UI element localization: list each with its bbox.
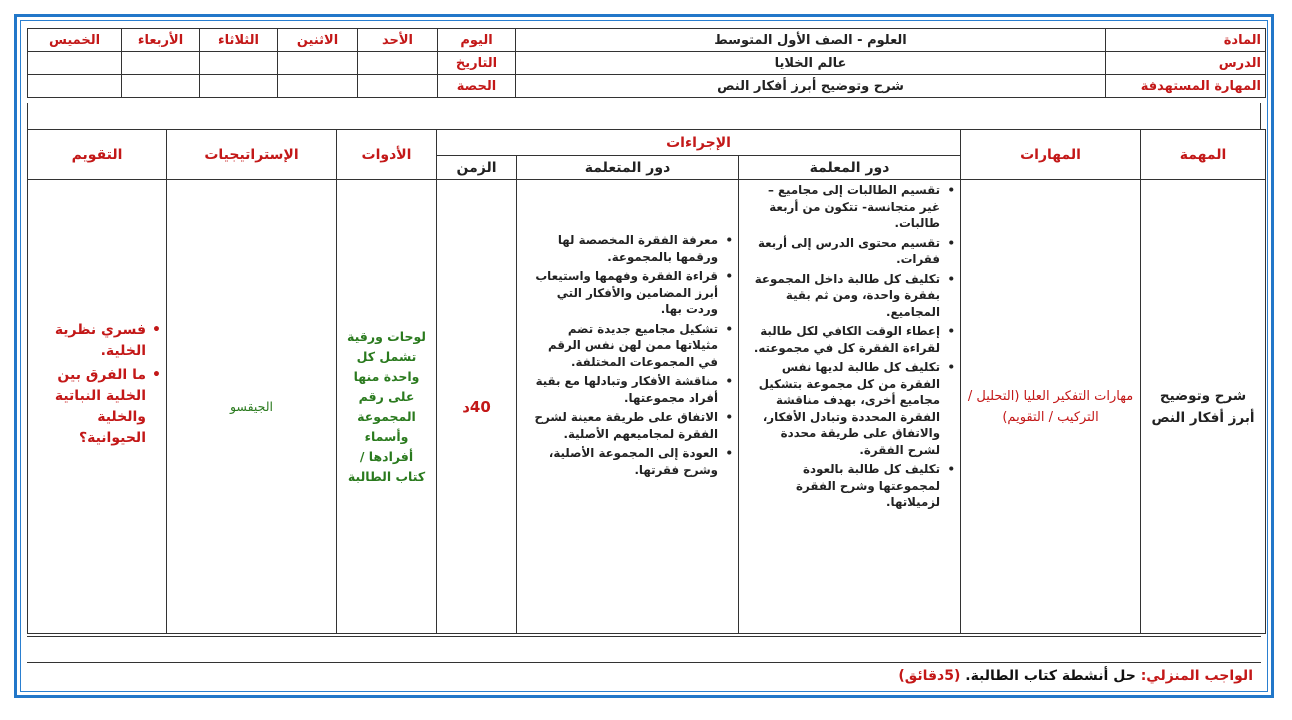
lesson-value: عالم الخلايا	[516, 52, 1106, 75]
period-cell	[278, 75, 358, 98]
list-item: • تقسيم محتوى الدرس إلى أربعة فقرات.	[745, 235, 940, 268]
student-role-list	[525, 232, 734, 478]
student-role-cell	[517, 180, 739, 634]
strategies-cell: الجيقسو	[167, 180, 337, 634]
col-task: المهمة	[1141, 130, 1266, 180]
skill-value: شرح وتوضيح أبرز أفكار النص	[516, 75, 1106, 98]
day-sunday: الأحد	[358, 29, 438, 52]
teacher-role-list	[745, 182, 956, 511]
procedures-table	[27, 129, 1266, 634]
lesson-plan-inner-border	[20, 20, 1268, 692]
list-item: • تكليف كل طالبة بالعودة لمجموعتها وشرح الفقرة لزميلاتها.	[745, 461, 940, 511]
time-cell: 40د	[437, 180, 517, 634]
list-item: • تكليف كل طالبة لديها نفس الفقرة من كل مجموعة بتشكيل مجاميع أخرى، بهدف مناقشة الفقرة المحددة وتبادل الأفكار، والاتفاق على طريقة محددة لشرح الفقرة.	[745, 359, 940, 458]
homework-line	[898, 668, 1253, 684]
header-spacer	[27, 103, 1261, 129]
col-tools: الأدوات	[337, 130, 437, 180]
day-monday: الاثنين	[278, 29, 358, 52]
lesson-plan-frame	[14, 14, 1274, 698]
day-wednesday: الأربعاء	[122, 29, 200, 52]
list-item: • الاتفاق على طريقة معينة لشرح الفقرة لمجاميعهم الأصلية.	[525, 409, 718, 442]
subject-label: المادة	[1106, 29, 1266, 52]
list-item: • تكليف كل طالبة داخل المجموعة بفقرة واحدة، ومن ثم بقية المجاميع.	[745, 271, 940, 321]
divider	[27, 636, 1261, 637]
evaluation-cell	[28, 180, 167, 634]
lesson-label: الدرس	[1106, 52, 1266, 75]
list-item: • ما الفرق بين الخلية النباتية والخلية الحيوانية؟	[32, 365, 146, 449]
homework-text: حل أنشطة كتاب الطالبة.	[965, 668, 1136, 684]
date-cell	[358, 52, 438, 75]
tools-cell: لوحات ورقية تشمل كل واحدة منها على رقم المجموعة وأسماء أفرادها / كتاب الطالبة	[337, 180, 437, 634]
list-item: • فسري نظرية الخلية.	[32, 320, 146, 362]
skill-label: المهارة المستهدفة	[1106, 75, 1266, 98]
date-cell	[122, 52, 200, 75]
task-cell: شرح وتوضيح أبرز أفكار النص	[1141, 180, 1266, 634]
teacher-role-cell	[739, 180, 961, 634]
list-item: • تشكيل مجاميع جديدة تضم مثيلاتها ممن لهن نفس الرقم في المجموعات المختلفة.	[525, 321, 718, 371]
date-cell	[278, 52, 358, 75]
divider	[27, 662, 1261, 663]
period-cell	[122, 75, 200, 98]
list-item: • تقسيم الطالبات إلى مجاميع – غير متجانسة- تتكون من أربعة طالبات.	[745, 182, 940, 232]
day-thursday: الخميس	[28, 29, 122, 52]
period-cell	[200, 75, 278, 98]
day-label: اليوم	[438, 29, 516, 52]
list-item: • قراءة الفقرة وفهمها واستيعاب أبرز المضامين والأفكار التي وردت بها.	[525, 268, 718, 318]
date-cell	[200, 52, 278, 75]
col-procedures: الإجراءات	[437, 130, 961, 156]
subject-value: العلوم - الصف الأول المتوسط	[516, 29, 1106, 52]
col-strategies: الإستراتيجيات	[167, 130, 337, 180]
list-item: • مناقشة الأفكار وتبادلها مع بقية أفراد مجموعتها.	[525, 373, 718, 406]
period-label: الحصة	[438, 75, 516, 98]
list-item: • إعطاء الوقت الكافي لكل طالبة لقراءة الفقرة كل في مجموعته.	[745, 323, 940, 356]
homework-label: الواجب المنزلي:	[1140, 668, 1253, 684]
period-cell	[358, 75, 438, 98]
skills-cell: مهارات التفكير العليا (التحليل / التركيب / التقويم)	[961, 180, 1141, 634]
col-skills: المهارات	[961, 130, 1141, 180]
list-item: • معرفة الفقرة المخصصة لها ورقمها بالمجموعة.	[525, 232, 718, 265]
list-item: • العودة إلى المجموعة الأصلية، وشرح فقرتها.	[525, 445, 718, 478]
day-tuesday: الثلاثاء	[200, 29, 278, 52]
col-time: الزمن	[437, 156, 517, 180]
date-cell	[28, 52, 122, 75]
col-evaluation: التقويم	[28, 130, 167, 180]
col-student-role: دور المتعلمة	[517, 156, 739, 180]
header-table	[27, 28, 1266, 98]
date-label: التاريخ	[438, 52, 516, 75]
evaluation-list	[32, 320, 162, 449]
homework-duration: (5دقائق)	[898, 668, 961, 684]
period-cell	[28, 75, 122, 98]
col-teacher-role: دور المعلمة	[739, 156, 961, 180]
